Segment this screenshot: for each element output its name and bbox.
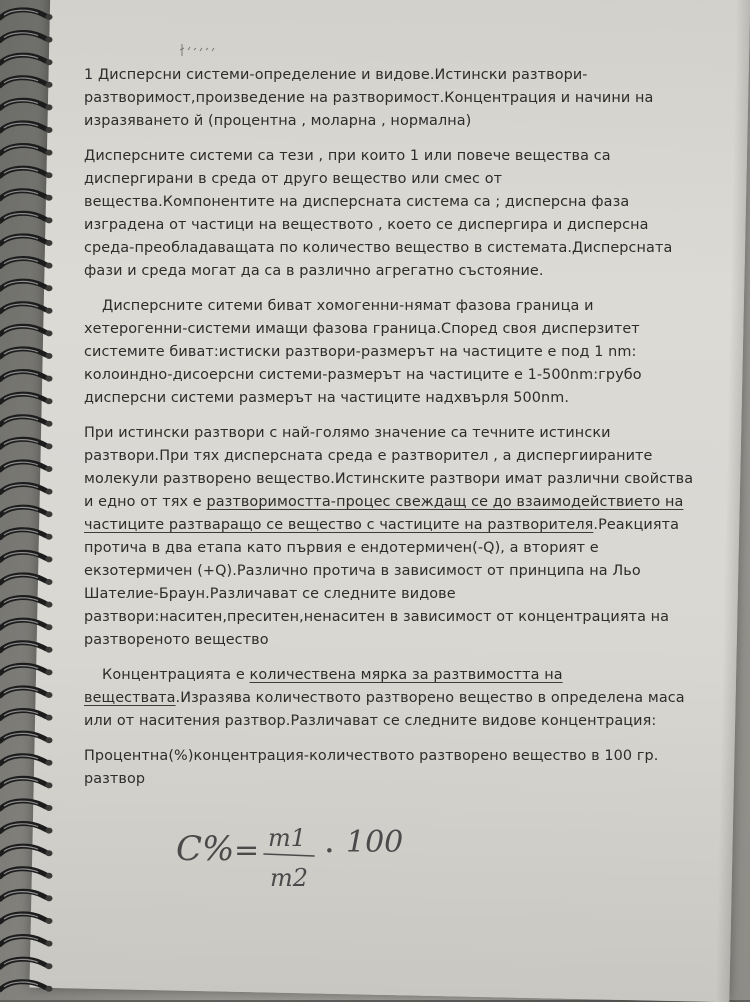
spiral-coil	[0, 462, 53, 472]
paragraph-4-underlined: количествена мярка за разтвимостта на веществата	[84, 667, 563, 706]
spiral-coil	[0, 100, 53, 110]
paragraph-3-part-2: .Реакцията протича в два етапа като първия е ендотермичен(-Q), а вторият е екзотермичен (+Q).Различно протича в зависимост от принципа на Льо Шателие-Браун.Различават се следните видове разтвори:наситен,преситен,ненаситен в зависимост от концентрацията на разтвореното вещество	[84, 517, 680, 648]
spiral-coil	[0, 123, 53, 133]
spiral-coil	[0, 55, 53, 65]
document-body	[84, 64, 694, 803]
spiral-coil	[0, 914, 53, 924]
spiral-coil	[0, 711, 53, 721]
fraction-bar	[264, 854, 314, 856]
paragraph-4-part-1: Концентрацията е	[102, 667, 250, 683]
spiral-coil	[0, 304, 53, 314]
spiral-coil	[0, 869, 53, 879]
spiral-coil	[0, 756, 53, 766]
spiral-coil	[0, 349, 53, 359]
spiral-coil	[0, 937, 53, 947]
formula-denominator: m2	[270, 864, 309, 892]
formula-lhs: C%	[176, 829, 235, 869]
spiral-coil	[0, 372, 53, 382]
spiral-coil	[0, 552, 53, 562]
formula-times: ·	[324, 831, 335, 871]
spiral-coil	[0, 824, 53, 834]
spiral-coil	[0, 439, 53, 449]
spiral-coil	[0, 507, 53, 517]
paragraph-1: Дисперсните системи са тези , при които 1 или повече вещества са диспергирани в среда от друго вещество или смес от вещества.Компонентите на дисперсната система са ; дисперсна фаза изградена от частици на веществото , което се диспергира и дисперсна среда-преобладаващата по количество вещество в системата.Дисперсната фази и среда могат да са в различно агрегатно състояние.	[84, 148, 673, 279]
spiral-coil	[0, 236, 53, 246]
handwritten-formula	[176, 816, 436, 896]
spiral-coil	[0, 982, 53, 992]
spiral-coil	[0, 801, 53, 811]
spiral-coil	[0, 281, 53, 291]
spiral-coil	[0, 643, 53, 653]
spiral-coil	[0, 168, 53, 178]
spiral-coil	[0, 733, 53, 743]
spiral-coil	[0, 575, 53, 585]
formula-equals: =	[234, 833, 260, 868]
spiral-coil	[0, 259, 53, 269]
paragraph-3-underlined: разтворимостта-процес свеждащ се до взаимодействието на частиците разтваращо се вещество с частиците на разтворителя	[84, 494, 684, 533]
spiral-coil	[0, 191, 53, 201]
title-text: Дисперсни системи-определение и видове.Истински разтвори-разтворимост,произведение на разтворимост.Концентрация и начини на изразяването й (процентна , моларна , нормална)	[84, 67, 654, 129]
paragraph-3-part-1: При истински разтвори с най-голямо значение са течните истински разтвори.При тях дисперсната среда е разтворител , а диспергиираните молекули разтворено вещество.Истинските разтвори имат различни свойства и едно от тях е	[84, 425, 694, 510]
spiral-coil	[0, 78, 53, 88]
spiral-coil	[0, 33, 53, 43]
spiral-coil	[0, 665, 53, 675]
paragraph-5: Процентна(%)концентрация-количеството разтворено вещество в 100 гр. разтвор	[84, 748, 659, 787]
spiral-coil	[0, 846, 53, 856]
spiral-coil	[0, 598, 53, 608]
formula-numerator: m1	[268, 824, 307, 852]
spiral-coil	[0, 620, 53, 630]
spiral-coil	[0, 146, 53, 156]
spiral-coil	[0, 326, 53, 336]
paragraph-4	[84, 664, 694, 733]
spiral-coil	[0, 688, 53, 698]
paragraph-2: Дисперсните ситеми биват хомогенни-нямат фазова граница и хетерогенни-системи имащи фазова граница.Според своя дисперзитет системите биват:истиски разтвори-размерът на частиците е под 1 nm: колоиндно-дисоерсни системи-размерът на частиците е 1-500nm:грубо дисперсни системи размерът на частиците надхвърля 500nm.	[84, 298, 642, 406]
title-number: 1	[84, 67, 94, 83]
spiral-coil	[0, 213, 53, 223]
pencil-margin-mark	[178, 44, 218, 56]
spiral-coil	[0, 530, 53, 540]
spiral-binding	[0, 0, 60, 1000]
spiral-coil	[0, 778, 53, 788]
document-title	[84, 64, 694, 133]
paragraph-4-part-2: .Изразява количеството разтворено вещество в определена маса или от наситения разтвор.Различават се следните видове концентрация:	[84, 690, 685, 729]
spiral-coil	[0, 959, 53, 969]
spiral-coil	[0, 485, 53, 495]
spiral-coil	[0, 417, 53, 427]
spiral-coil	[0, 10, 53, 20]
formula-factor: 100	[346, 825, 404, 860]
spiral-coil	[0, 891, 53, 901]
spiral-coil	[0, 394, 53, 404]
paragraph-3	[84, 422, 694, 652]
